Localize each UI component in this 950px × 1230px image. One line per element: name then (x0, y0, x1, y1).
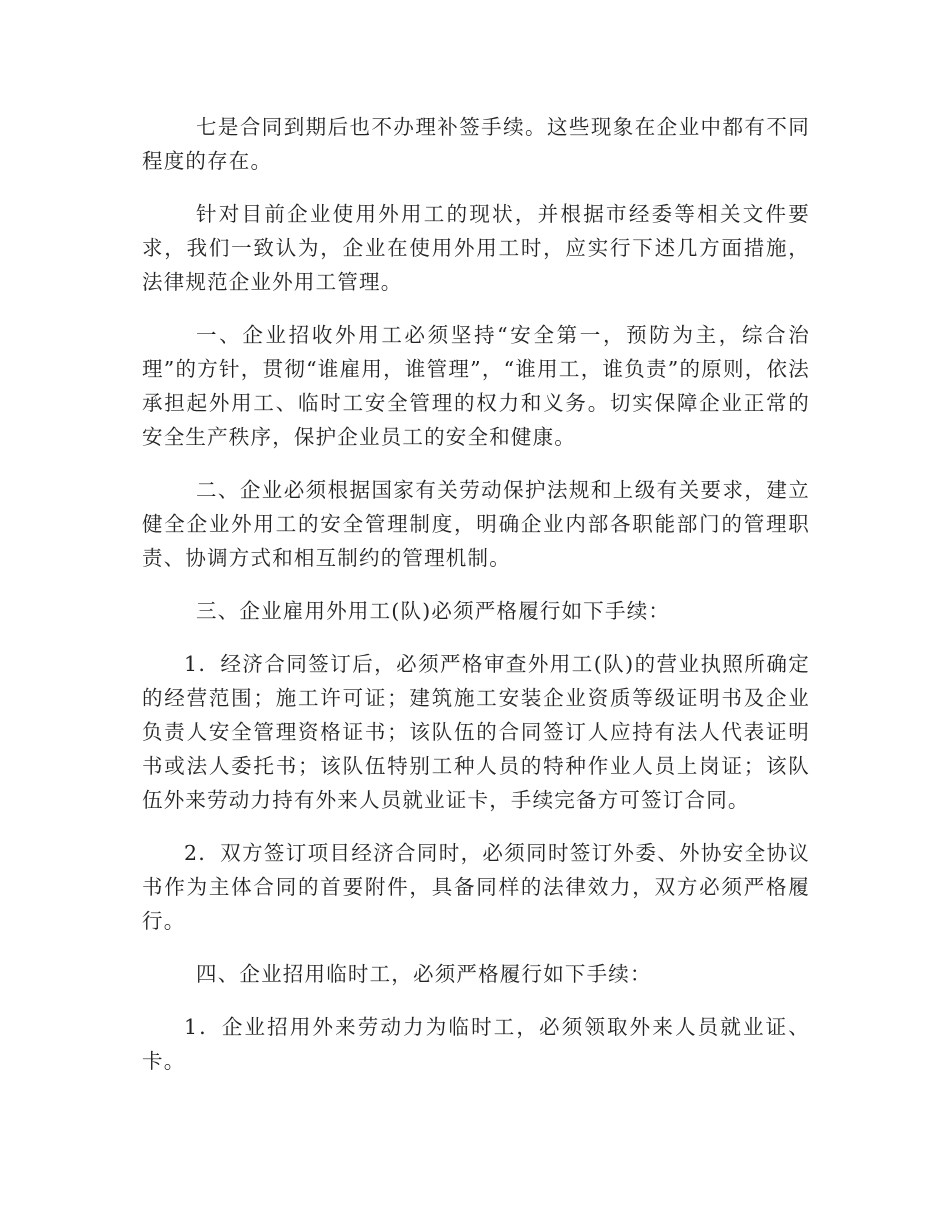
paragraph-section-four: 四、企业招用临时工，必须严格履行如下手续： (196, 962, 652, 986)
paragraph-item-3-1: 1．经济合同签订后，必须严格审查外用工(队)的营业执照所确定的经营范围；施工许可证；建筑施工安装企业资质等级证明书及企业负责人安全管理资格证书；该队伍的合同签订人应持有法人代表证明书或法人委托书；该队伍特别工种人员的特种作业人员上岗证；该队伍外来劳动力持有外来人员就业证卡，手续完备方可签订合同。 (142, 652, 810, 812)
paragraph-section-two: 二、企业必须根据国家有关劳动保护法规和上级有关要求，建立健全企业外用工的安全管理制度，明确企业内部各职能部门的管理职责、协调方式和相互制约的管理机制。 (142, 478, 810, 570)
paragraph-item-3-2: 2．双方签订项目经济合同时，必须同时签订外委、外协安全协议书作为主体合同的首要附件，具备同样的法律效力，双方必须严格履行。 (142, 841, 810, 933)
paragraph-section-three: 三、企业雇用外用工(队)必须严格履行如下手续： (196, 599, 671, 623)
paragraph-item-4-1: 1．企业招用外来劳动力为临时工，必须领取外来人员就业证、卡。 (142, 1015, 810, 1073)
document-body (142, 110, 810, 1097)
paragraph-section-one: 一、企业招收外用工必须坚持“安全第一，预防为主，综合治理”的方针，贯彻“谁雇用，谁管理”，“谁用工，谁负责”的原则，依法承担起外用工、临时工安全管理的权力和义务。切实保障企业正常的安全生产秩序，保护企业员工的安全和健康。 (142, 323, 810, 449)
paragraph-measures-intro: 针对目前企业使用外用工的现状，并根据市经委等相关文件要求，我们一致认为，企业在使用外用工时，应实行下述几方面措施，法律规范企业外用工管理。 (142, 202, 810, 294)
paragraph-contract-expiry: 七是合同到期后也不办理补签手续。这些现象在企业中都有不同程度的存在。 (142, 115, 810, 173)
